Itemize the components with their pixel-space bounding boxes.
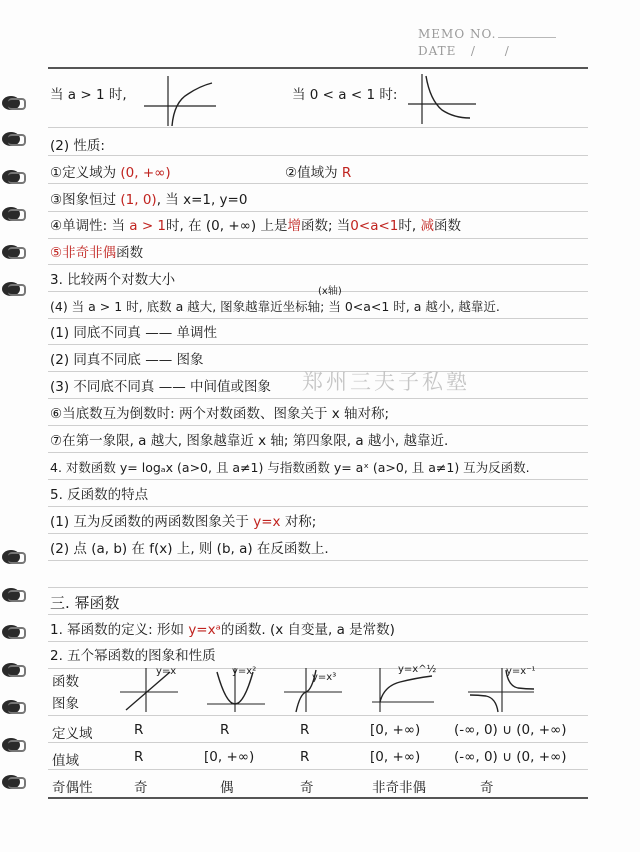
case-a-gt-1: 当 a > 1 时, [50, 87, 127, 103]
table-row-func-label: 函数 [52, 674, 79, 690]
domain-cell: R [134, 722, 144, 738]
range-cell: R [300, 749, 310, 765]
inverse-item-5-1: (1) 互为反函数的两函数图象关于 y=x 对称; [50, 514, 317, 530]
graph-label-3: y=x³ [312, 672, 337, 683]
domain-value: (0, +∞) [120, 165, 171, 181]
parity-value: 非奇非偶 [62, 245, 117, 261]
date-separator: / [470, 44, 476, 58]
compare-rule-4: (4) 当 a > 1 时, 底数 a 越大, 图象越靠近坐标轴; 当 0<a<1 时, a 越小, 越靠近. [50, 299, 500, 314]
power-definition: 1. 幂函数的定义: 形如 y=xᵃ的函数. (x 自变量, a 是常数) [50, 622, 395, 638]
table-row-parity-label: 奇偶性 [52, 780, 93, 796]
graph-label-4: y=x^½ [398, 664, 437, 675]
memo-no-label: MEMO NO. [418, 27, 497, 41]
watermark: 郑州三夫子私塾 [302, 370, 470, 394]
range-line: ②值域为 R [285, 165, 352, 181]
x-axis-annotation: (x轴) [318, 286, 342, 297]
table-row-graph-label: 图象 [52, 696, 79, 712]
range-cell: R [134, 749, 144, 765]
log-graph-a-gt-1 [140, 72, 220, 128]
fixed-point-line: ③图象恒过 (1, 0), 当 x=1, y=0 [50, 192, 248, 208]
parity-cell: 奇 [300, 780, 314, 796]
date-label: DATE [418, 44, 457, 58]
memo-header [418, 26, 556, 60]
case-0-lt-a-lt-1: 当 0 < a < 1 时: [292, 87, 398, 103]
range-value: R [341, 165, 352, 181]
range-cell: [0, +∞) [370, 749, 421, 765]
power-five-heading: 2. 五个幂函数的图象和性质 [50, 648, 216, 664]
domain-cell: R [220, 722, 230, 738]
power-heading: 三. 幂函数 [50, 594, 120, 612]
compare-rule-1: (1) 同底不同真 —— 单调性 [50, 325, 217, 341]
parity-cell: 奇 [134, 780, 148, 796]
domain-cell: R [300, 722, 310, 738]
range-cell: (-∞, 0) ∪ (0, +∞) [454, 749, 567, 765]
inverse-item-5: 5. 反函数的特点 [50, 487, 149, 503]
compare-rule-7: ⑦在第一象限, a 越大, 图象越靠近 x 轴; 第四象限, a 越小, 越靠近. [50, 433, 449, 449]
domain-cell: [0, +∞) [370, 722, 421, 738]
compare-rule-2: (2) 同真不同底 —— 图象 [50, 352, 204, 368]
monotonic-line: ④单调性: 当 a > 1时, 在 (0, +∞) 上是增函数; 当0<a<1时, 减函数 [50, 218, 461, 234]
log-graph-0-lt-a-lt-1 [404, 70, 480, 126]
parity-line: ⑤非奇非偶函数 [50, 245, 144, 261]
inverse-item-5-2: (2) 点 (a, b) 在 f(x) 上, 则 (b, a) 在反函数上. [50, 541, 329, 557]
properties-heading: (2) 性质: [50, 138, 105, 154]
compare-heading: 3. 比较两个对数大小 [50, 272, 176, 288]
table-row-domain-label: 定义域 [52, 726, 93, 742]
domain-line: ①定义域为 (0, +∞) [50, 165, 171, 181]
parity-cell: 偶 [220, 780, 234, 796]
inverse-item-4: 4. 对数函数 y= logₐx (a>0, 且 a≠1) 与指数函数 y= aˣ (a>0, 且 a≠1) 互为反函数. [50, 460, 530, 475]
domain-cell: (-∞, 0) ∪ (0, +∞) [454, 722, 567, 738]
range-cell: [0, +∞) [204, 749, 255, 765]
table-row-range-label: 值域 [52, 753, 79, 769]
compare-rule-3: (3) 不同底不同真 —— 中间值或图象 [50, 379, 271, 395]
date-separator: / [504, 44, 510, 58]
graph-label-2: y=x² [232, 666, 257, 677]
parity-cell: 非奇非偶 [372, 780, 426, 796]
parity-cell: 奇 [480, 780, 494, 796]
compare-rule-6: ⑥当底数互为倒数时: 两个对数函数、图象关于 x 轴对称; [50, 406, 390, 422]
graph-label-5: y=x⁻¹ [506, 666, 536, 677]
graph-label-1: y=x [156, 666, 177, 677]
fixed-point: (1, 0) [120, 192, 157, 208]
